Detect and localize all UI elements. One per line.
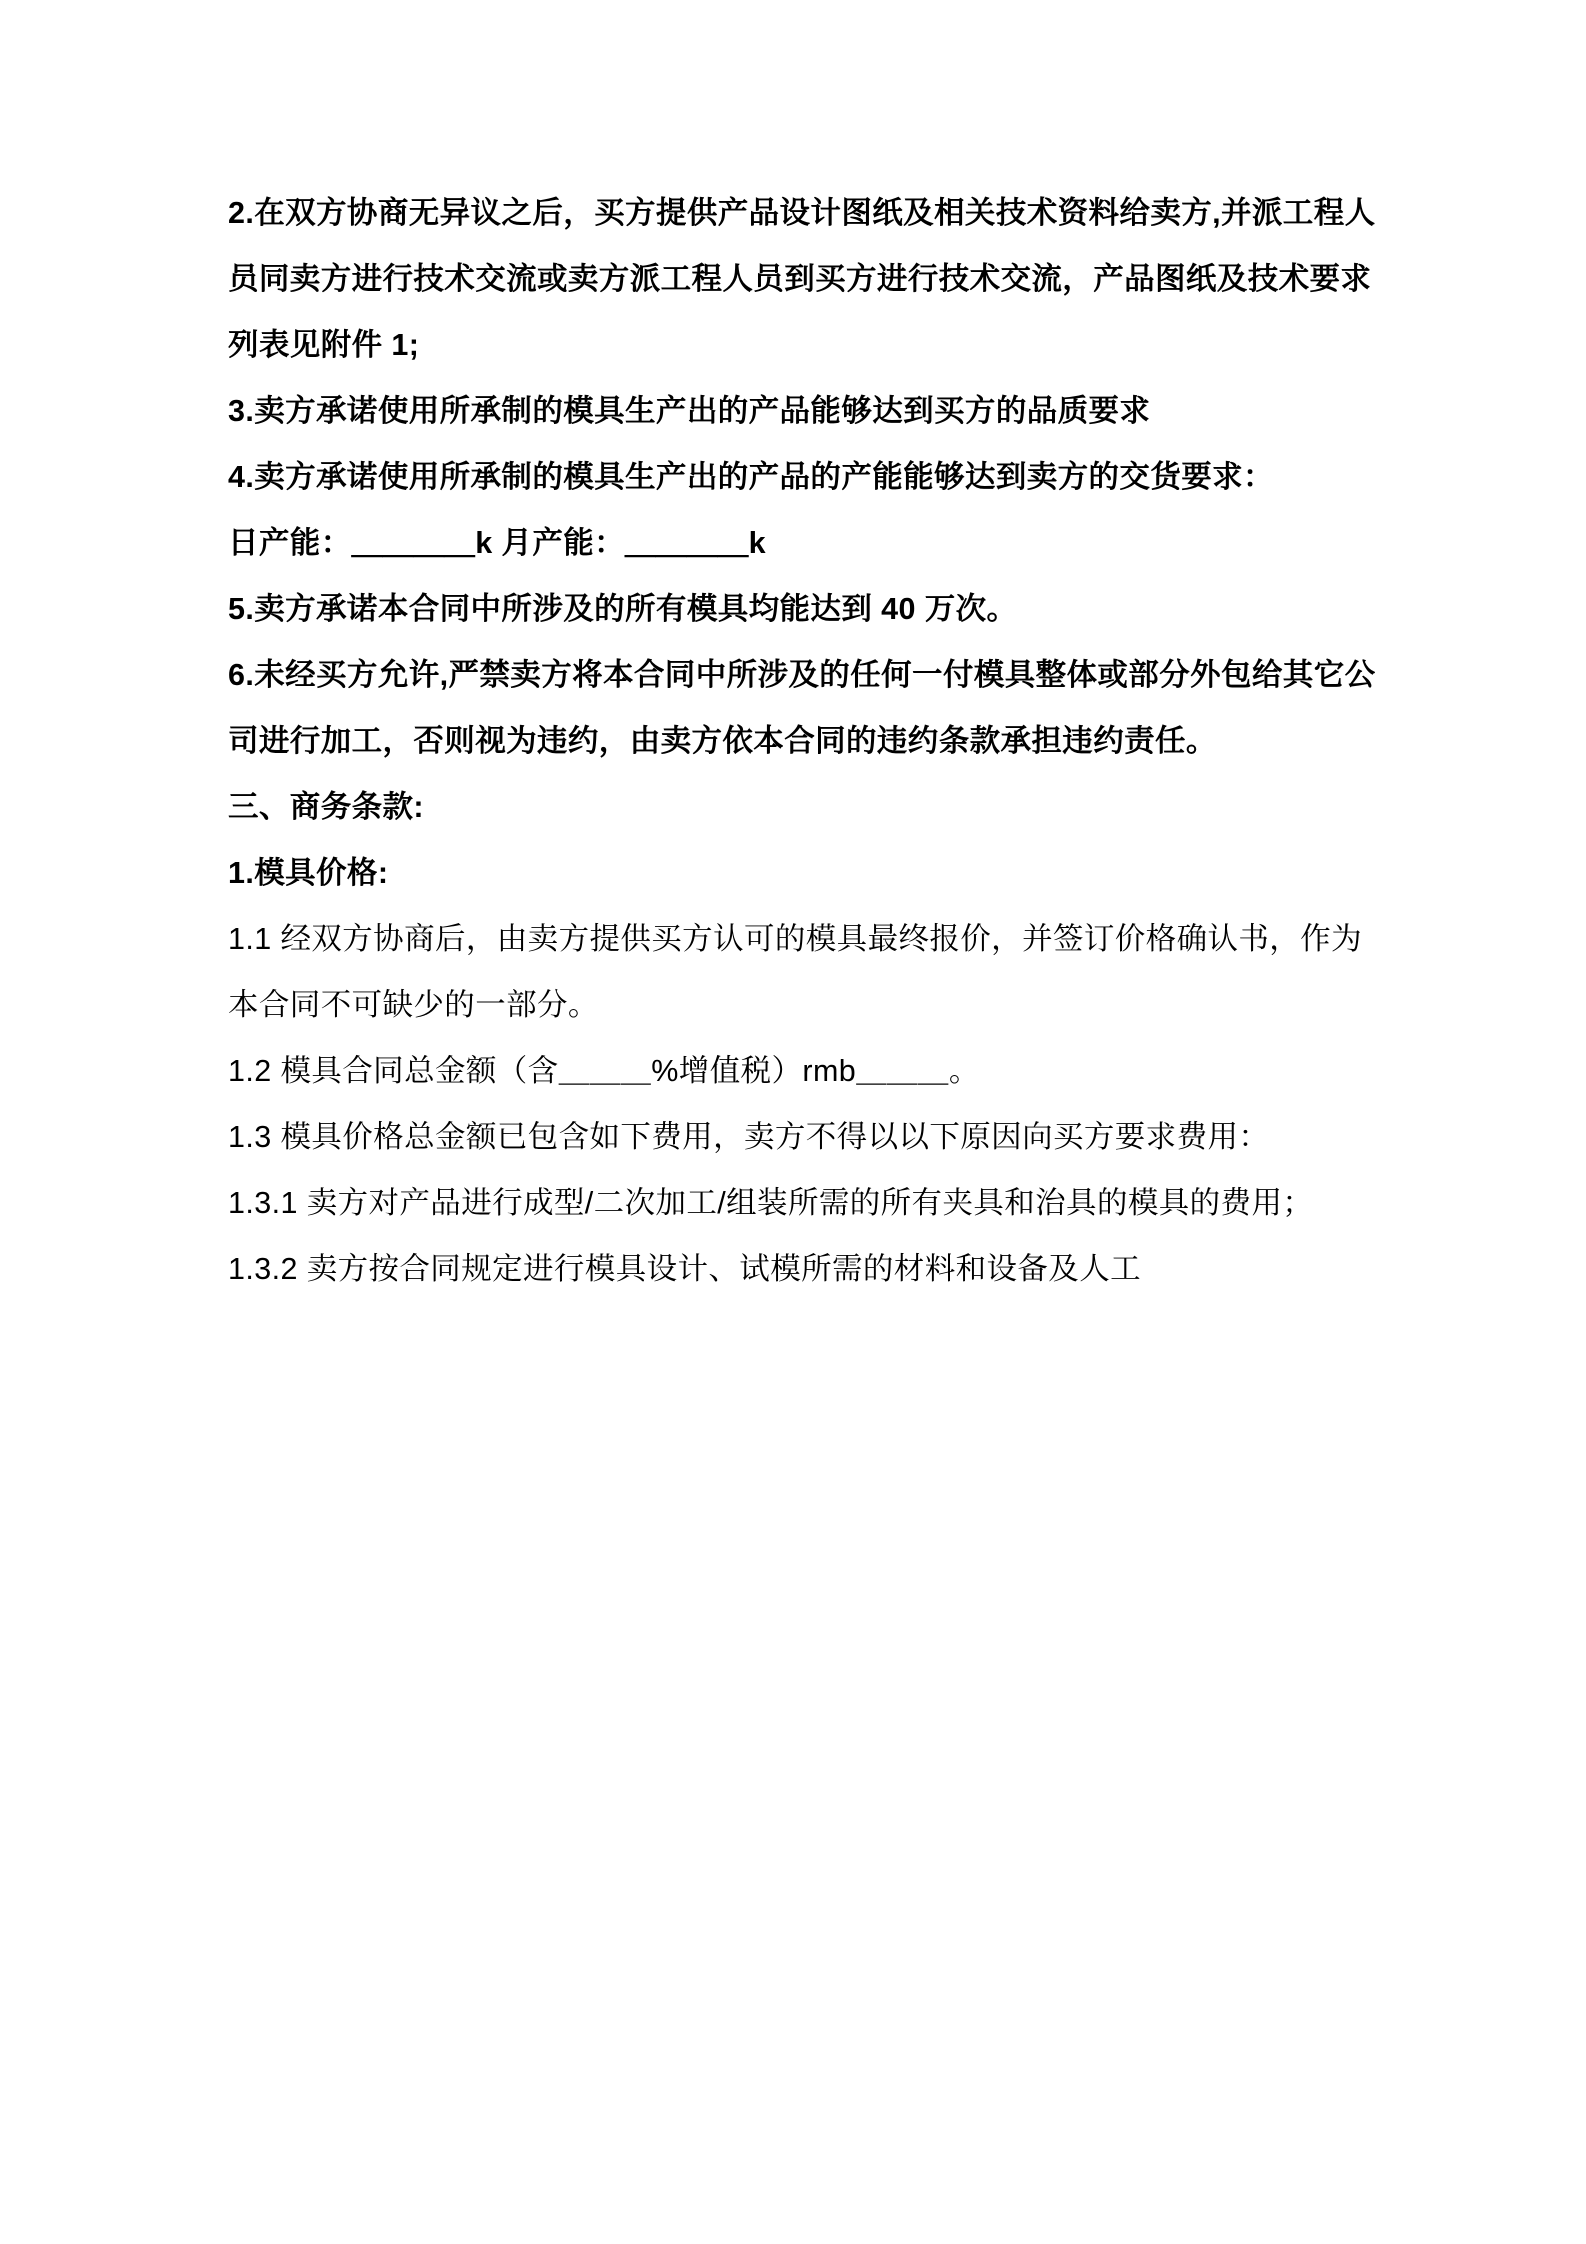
paragraph-clause-3: 3.卖方承诺使用所承制的模具生产出的产品能够达到买方的品质要求 (228, 394, 1151, 428)
document-body (228, 180, 1388, 1302)
paragraph-clause-5: 5.卖方承诺本合同中所涉及的所有模具均能达到 40 万次。 (228, 592, 1018, 626)
paragraph-clause-6: 6.未经买方允许,严禁卖方将本合同中所涉及的任何一付模具整体或部分外包给其它公司进行加工，否则视为违约，由卖方依本合同的违约条款承担违约责任。 (228, 658, 1376, 758)
paragraph-clause-4: 4.卖方承诺使用所承制的模具生产出的产品的产能能够达到卖方的交货要求： (228, 460, 1274, 494)
paragraph-capacity-line: 日产能：＿＿＿＿k 月产能：＿＿＿＿k (228, 526, 766, 560)
paragraph-clause-1-1: 1.1 经双方协商后，由卖方提供买方认可的模具最终报价，并签订价格确认书，作为本合同不可缺少的一部分。 (228, 922, 1362, 1022)
paragraph-clause-2: 2.在双方协商无异议之后，买方提供产品设计图纸及相关技术资料给卖方,并派工程人员同卖方进行技术交流或卖方派工程人员到买方进行技术交流，产品图纸及技术要求列表见附件 1; (228, 196, 1376, 362)
paragraph-clause-1-3-1: 1.3.1 卖方对产品进行成型/二次加工/组装所需的所有夹具和治具的模具的费用； (228, 1186, 1314, 1220)
heading-section-3: 三、商务条款: (228, 790, 424, 824)
paragraph-clause-1-2: 1.2 模具合同总金额（含＿＿＿%增值税）rmb＿＿＿。 (228, 1054, 980, 1088)
paragraph-clause-1-3: 1.3 模具价格总金额已包含如下费用，卖方不得以以下原因向买方要求费用： (228, 1120, 1270, 1154)
heading-mold-price: 1.模具价格: (228, 856, 389, 890)
paragraph-clause-1-3-2: 1.3.2 卖方按合同规定进行模具设计、试模所需的材料和设备及人工 (228, 1252, 1142, 1286)
